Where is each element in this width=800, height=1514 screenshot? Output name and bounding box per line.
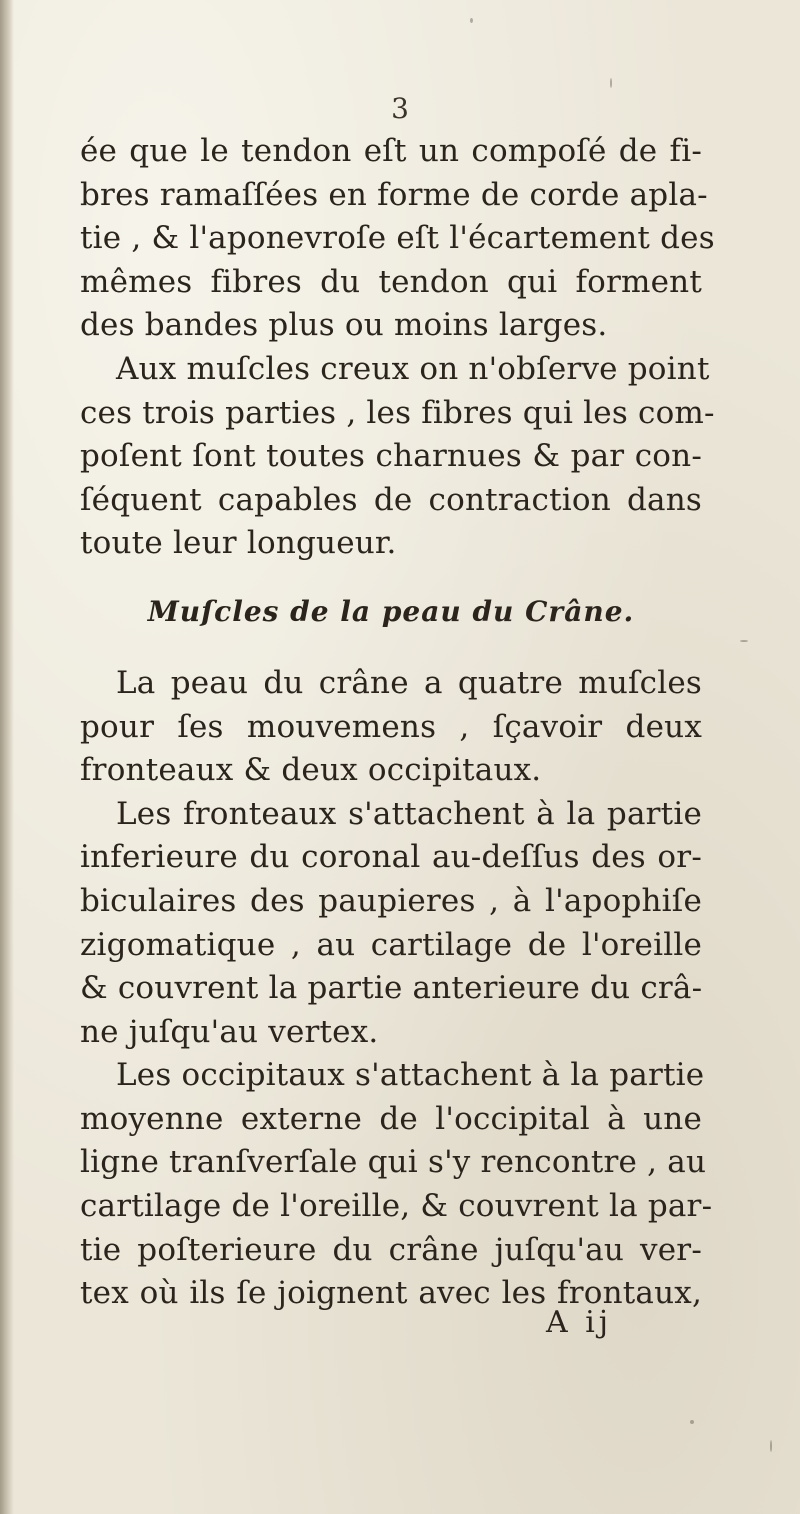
- text-line: La peau du crâne a quatre muſcles: [116, 664, 702, 701]
- text-block: [80, 130, 715, 1316]
- text-line: tie poſterieure du crâne juſqu'au ver-: [80, 1231, 702, 1268]
- text-line: Aux muſcles creux on n'obſerve point: [116, 350, 710, 387]
- text-line: & couvrent la partie anterieure du crâ-: [80, 970, 703, 1007]
- paper-speck: [770, 1440, 772, 1452]
- text-line: fronteaux & deux occipitaux.: [80, 752, 542, 789]
- text-line: Les fronteaux s'attachent à la partie: [116, 795, 702, 832]
- text-line: pour ſes mouvemens , ſçavoir deux: [80, 708, 702, 745]
- text-line: tex où ils ſe joignent avec les frontaux,: [80, 1275, 702, 1312]
- text-line: des bandes plus ou moins larges.: [80, 307, 608, 344]
- text-line: ée que le tendon eſt un compoſé de fi-: [80, 133, 702, 169]
- text-line: zigomatique , au cartilage de l'oreille: [80, 926, 702, 963]
- text-line: bres ramaſſées en forme de corde apla-: [80, 176, 708, 213]
- text-line: inferieure du coronal au-deſſus des or-: [80, 839, 702, 876]
- paper-speck: [690, 1420, 694, 1424]
- text-line: ces trois parties , les fibres qui les com-: [80, 394, 715, 431]
- text-line: ligne tranſverſale qui s'y rencontre , au: [80, 1144, 707, 1181]
- text-line: biculaires des paupieres , à l'apophiſe: [80, 882, 702, 919]
- paragraph-5: [80, 1054, 713, 1316]
- text-line: Les occipitaux s'attachent à la partie: [116, 1057, 705, 1094]
- text-line: moyenne externe de l'occipital à une: [80, 1100, 702, 1137]
- text-line: cartilage de l'oreille, & couvrent la par-: [80, 1188, 713, 1225]
- page-number: A ij: [546, 1305, 613, 1340]
- paragraph-2: [80, 348, 715, 566]
- text-line: tie , & l'aponevroſe eſt l'écartement des: [80, 220, 715, 257]
- text-line: toute leur longueur.: [80, 525, 397, 562]
- text-line: ſéquent capables de contraction dans: [80, 481, 702, 518]
- section-heading: Muſcles de la peau du Crâne.: [147, 594, 635, 628]
- binding-gutter: [0, 0, 14, 1514]
- paragraph-1: [80, 130, 715, 348]
- paper-speck: [470, 18, 473, 23]
- paper-speck: [740, 640, 748, 642]
- text-line: poſent ſont toutes charnues & par con-: [80, 438, 702, 475]
- paper-speck: [610, 78, 612, 88]
- text-line: mêmes fibres du tendon qui forment: [80, 263, 702, 300]
- paragraph-4: [80, 793, 702, 1055]
- text-line: ne juſqu'au vertex.: [80, 1013, 379, 1050]
- paragraph-3: [80, 662, 702, 793]
- signature-mark: 3: [391, 92, 409, 125]
